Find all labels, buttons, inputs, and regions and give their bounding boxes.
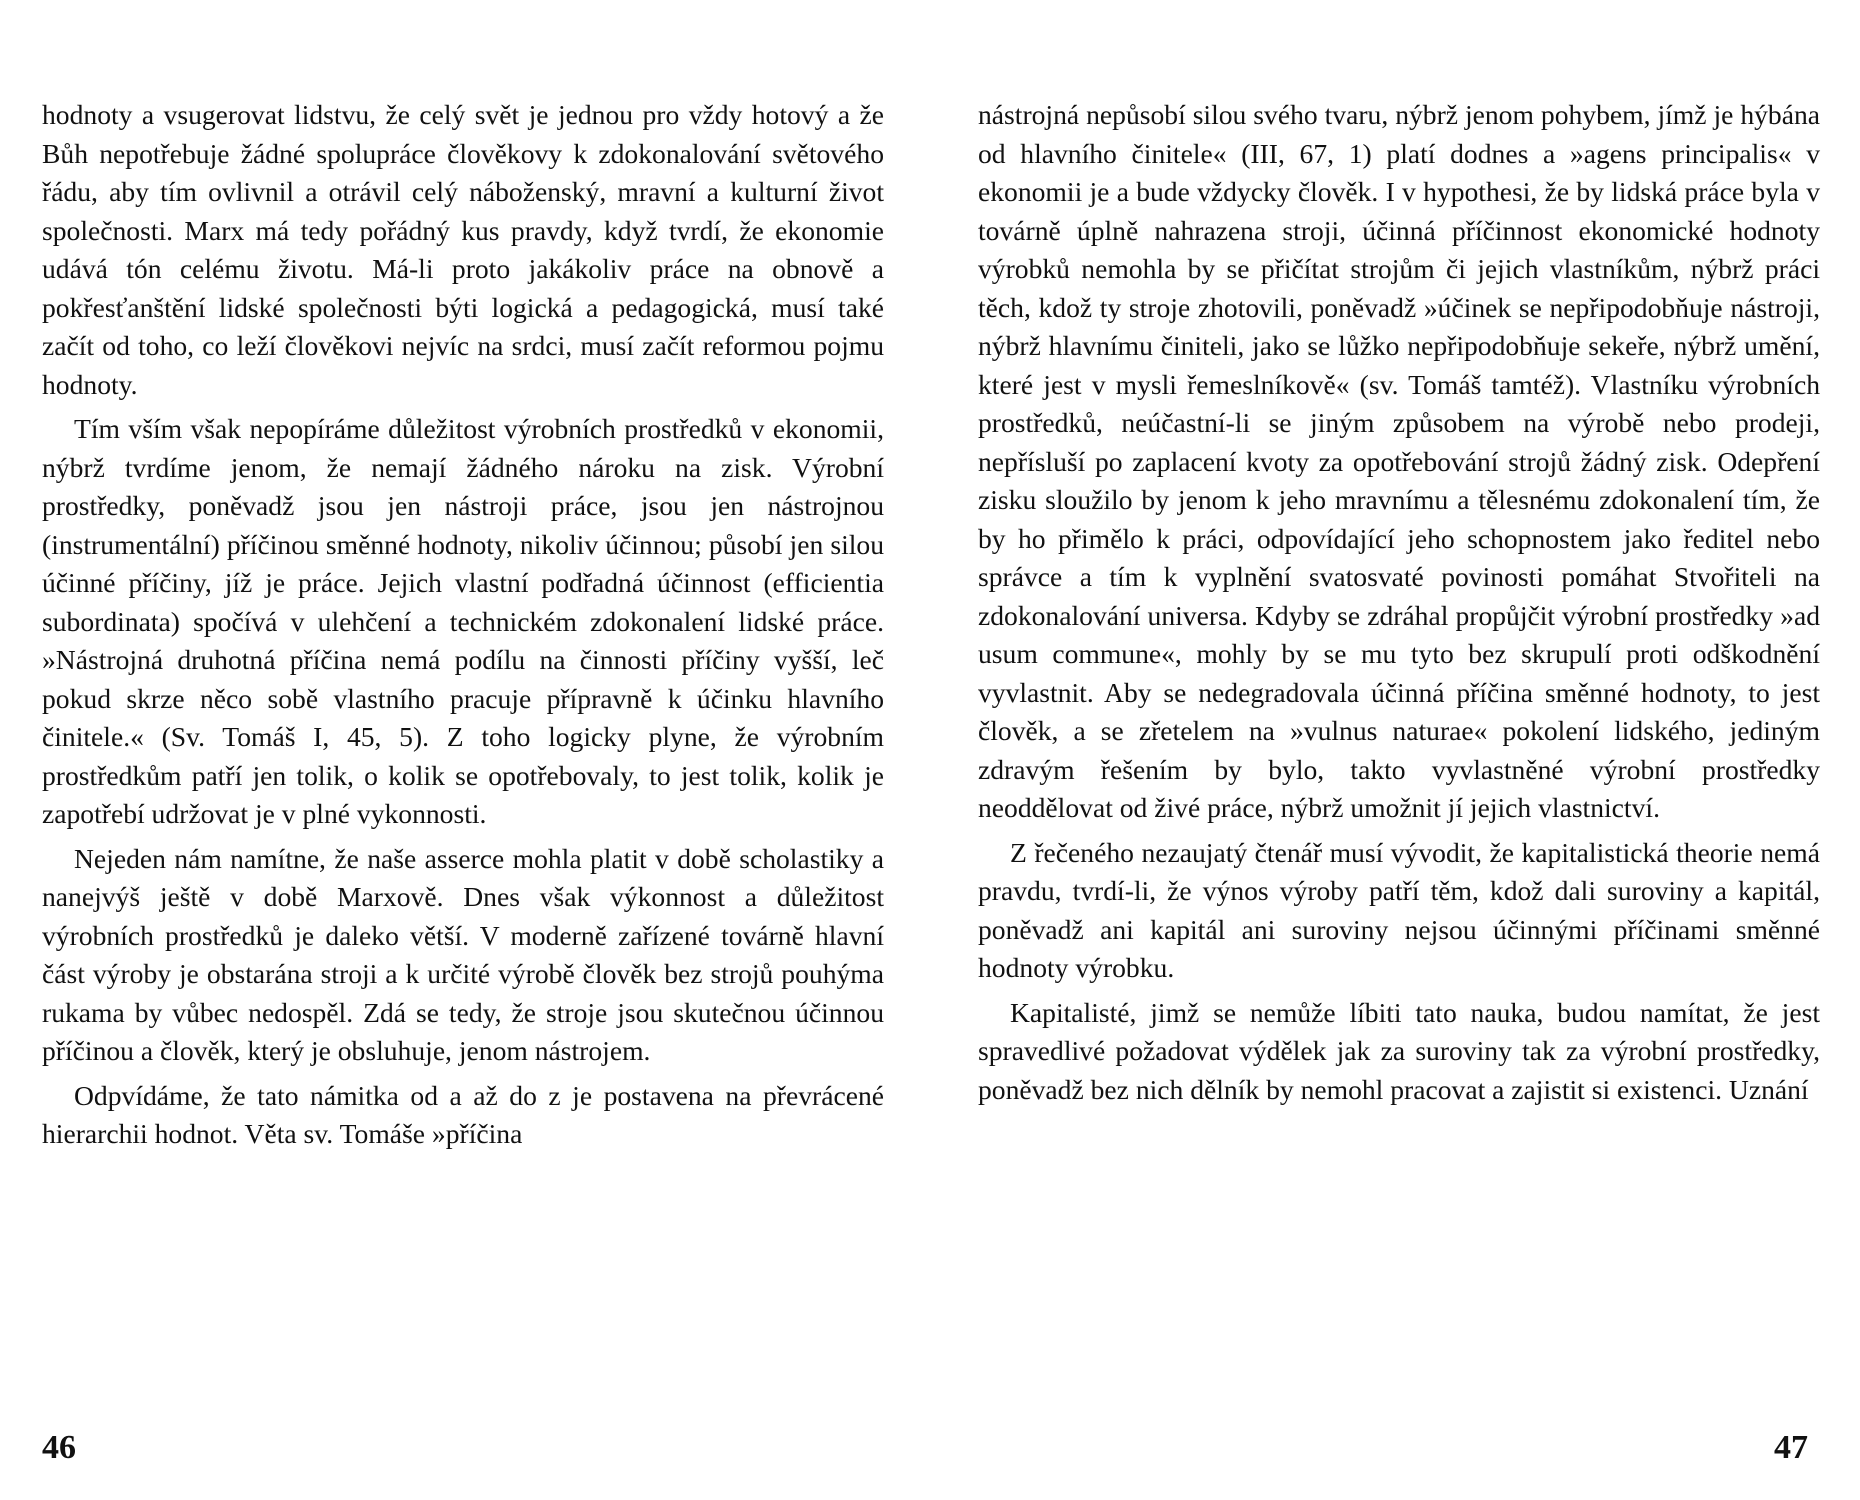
paragraph: Kapitalisté, jimž se nemůže líbiti tato nauka, budou namítat, že jest spravedlivé požadovat výdělek jak za suroviny tak za výrobní prostředky, poněvadž bez nich dělník by nemohl pracovat a zajistit si existenci. Uznání xyxy=(978,996,1820,1105)
paragraph: Tím vším však nepopíráme důležitost výrobních prostředků v ekonomii, nýbrž tvrdíme jenom, že nemají žádného nároku na zisk. Výrobní prostředky, poněvadž jsou jen nástroji práce, jsou jen nástrojnou (instrumentální) příčinou směnné hodnoty, nikoliv účinnou; působí jen silou účinné příčiny, jíž je práce. Jejich vlastní podřadná účinnost (efficientia subordinata) spočívá v ulehčení a technickém zdokonalení lidské práce. »Nástrojná druhotná příčina nemá podílu na činnosti příčiny vyšší, leč pokud skrze něco sobě vlastního pracuje přípravně k účinku hlavního činitele.« (Sv. Tomáš I, 45, 5). Z toho logicky plyne, že výrobním prostředkům patří jen tolik, o kolik se opotřebovaly, to jest tolik, kolik je zapotřebí udržovat je v plné vykonnosti. xyxy=(42,413,884,829)
paragraph: Nejeden nám namítne, že naše asserce mohla platit v době scholastiky a nanejvýš ještě v době Marxově. Dnes však výkonnost a důležitost výrobních prostředků je daleko větší. V moderně zařízené továrně hlavní část výroby je obstarána stroji a k určité výrobě člověk bez strojů pouhýma rukama by vůbec nedospěl. Zdá se tedy, že stroje jsou skutečnou účinnou příčinou a člověk, který je obsluhuje, jenom nástrojem. xyxy=(42,842,884,1066)
left-page xyxy=(42,96,884,1160)
right-page xyxy=(978,96,1820,1115)
page-number-right: 47 xyxy=(1774,1429,1808,1466)
paragraph: Z řečeného nezaujatý čtenář musí vývodit, že kapitalistická theorie nemá pravdu, tvrdí-li, že výnos výroby patří těm, kdož dali suroviny a kapitál, poněvadž ani kapitál ani suroviny nejsou účinnými příčinami směnné hodnoty výrobku. xyxy=(978,836,1820,983)
page-number-left: 46 xyxy=(42,1429,76,1466)
paragraph: Odpvídáme, že tato námitka od a až do z je postavena na převrácené hierarchii hodnot. Věta sv. Tomáše »příčina xyxy=(42,1079,884,1149)
paragraph: hodnoty a vsugerovat lidstvu, že celý svět je jednou pro vždy hotový a že Bůh nepotřebuje žádné spolupráce člověkovy k zdokonalování světového řádu, aby tím ovlivnil a otrávil celý náboženský, mravní a kulturní život společnosti. Marx má tedy pořádný kus pravdy, když tvrdí, že ekonomie udává tón celému životu. Má-li proto jakákoliv práce na obnově a pokřesťanštění lidské společnosti býti logická a pedagogická, musí také začít od toho, co leží člověkovi nejvíc na srdci, musí začít reformou pojmu hodnoty. xyxy=(42,99,884,400)
right-page-text xyxy=(978,96,1820,1109)
paragraph: nástrojná nepůsobí silou svého tvaru, nýbrž jenom pohybem, jímž je hýbána od hlavního činitele« (III, 67, 1) platí dodnes a »agens principalis« v ekonomii je a bude vždycky člověk. I v hypothesi, že by lidská práce byla v továrně úplně nahrazena stroji, účinná příčinnost ekonomické hodnoty výrobků nemohla by se přičítat strojům či jejich vlastníkům, nýbrž práci těch, kdož ty stroje zhotovili, poněvadž »účinek se nepřipodobňuje nástroji, nýbrž hlavnímu činiteli, jako se lůžko nepřipodobňuje sekeře, nýbrž umění, které jest v mysli řemeslníkově« (sv. Tomáš tamtéž). Vlastníku výrobních prostředků, neúčastní-li se jiným způsobem na výrobě nebo prodeji, nepřísluší po zaplacení kvoty za opotřebování strojů žádný zisk. Odepření zisku sloužilo by jenom k jeho mravnímu a tělesnému zdokonalení tím, že by ho přimělo k práci, odpovídající jeho schopnostem jako ředitel nebo správce a tím k vyplnění svatosvaté povinosti pomáhat Stvořiteli na zdokonalování universa. Kdyby se zdráhal propůjčit výrobní prostředky »ad usum commune«, mohly by se mu tyto bez skrupulí proti odškodnění vyvlastnit. Aby se nedegradovala účinná příčina směnné hodnoty, to jest člověk, a se zřetelem na »vulnus naturae« pokolení lidského, jediným zdravým řešením by bylo, takto vyvlastněné výrobní prostředky neoddělovat od živé práce, nýbrž umožnit jí jejich vlastnictví. xyxy=(978,99,1820,823)
left-page-text xyxy=(42,96,884,1154)
